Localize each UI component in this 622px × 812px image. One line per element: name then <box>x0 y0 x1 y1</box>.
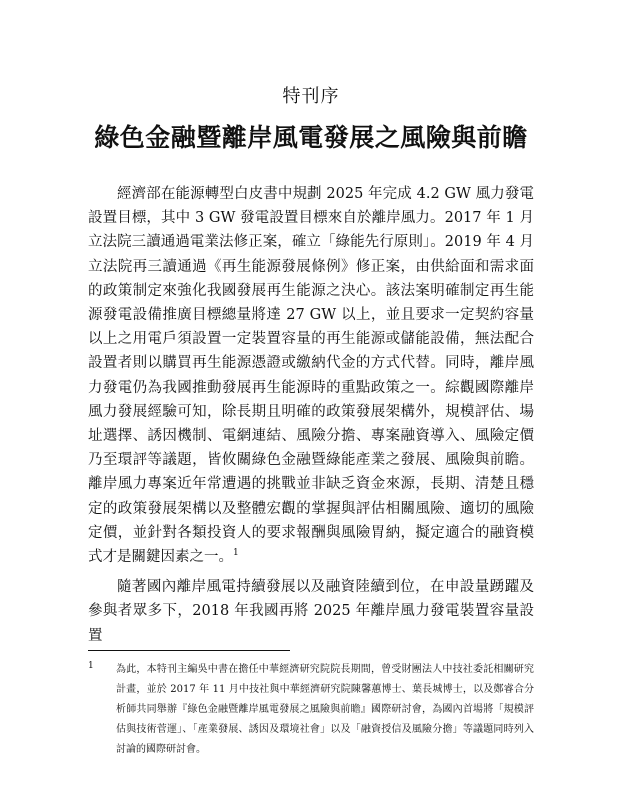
footnote <box>88 660 534 760</box>
page-title: 綠色金融暨離岸風電發展之風險與前瞻 <box>94 123 528 152</box>
footnote-reference[interactable]: 1 <box>233 548 239 559</box>
section-kicker: 特刊序 <box>282 86 340 107</box>
body-text <box>88 182 534 648</box>
paragraph <box>88 182 534 569</box>
footnote-mark: 1 <box>88 661 94 671</box>
footnote-text: 為此，本特刊主編吳中書在擔任中華經濟研究院院長期間，曾受財團法人中技社委託相關研究計畫，並於 2017 年 11 月中技社與中華經濟研究院陳馨蕙博士、葉長城博士，以及鄭睿合分析師共同舉辦『綠色金融暨離岸風電發展之風險與前瞻』國際研討會，為國內首場將「規模評估與技術菅運」、「產業發展、誘因及環境社會」以及「融資授信及風險分擔」等議題同時列入討論的國際研討會。 <box>116 664 534 755</box>
footnote-divider <box>88 650 290 651</box>
paragraph: 隨著國內離岸風電持續發展以及融資陸續到位，在申設量踴躍及參與者眾多下，2018 年我國再將 2025 年離岸風力發電裝置容量設置 <box>88 579 534 644</box>
paragraph-text: 經濟部在能源轉型白皮書中規劃 2025 年完成 4.2 GW 風力發電設置目標，其中 3 GW 發電設置目標來自於離岸風力。2017 年 1 月立法院三讀通過電業法修正案，確立「綠能先行原則」。2019 年 4 月立法院再三讀通過《再生能源發展條例》修正案，由供給面和需求面的政策制定來強化我國發展再生能源之決心。該法案明確制定再生能源發電設備推廣目標總量將達 27 GW 以上，並且要求一定契約容量以上之用電戶須設置一定裝置容量的再生能源或儲能設備，無法配合設置者則以購買再生能源憑證或繳納代金的方式代替。同時，離岸風力發電仍為我國推動發展再生能源時的重點政策之一。綜觀國際離岸風力發展經驗可知，除長期且明確的政策發展架構外，規模評估、場址選擇、誘因機制、電網連結、風險分擔、專案融資導入、風險定價乃至環評等議題，皆攸關綠色金融暨綠能產業之發展、風險與前瞻。離岸風力專案近年常遭遇的挑戰並非缺乏資金來源，長期、清楚且穩定的政策發展架構以及整體宏觀的掌握與評估相關風險、適切的風險定價，並針對各類投資人的要求報酬與風險胃納，擬定適合的融資模式才是關鍵因素之一。 <box>88 186 534 566</box>
